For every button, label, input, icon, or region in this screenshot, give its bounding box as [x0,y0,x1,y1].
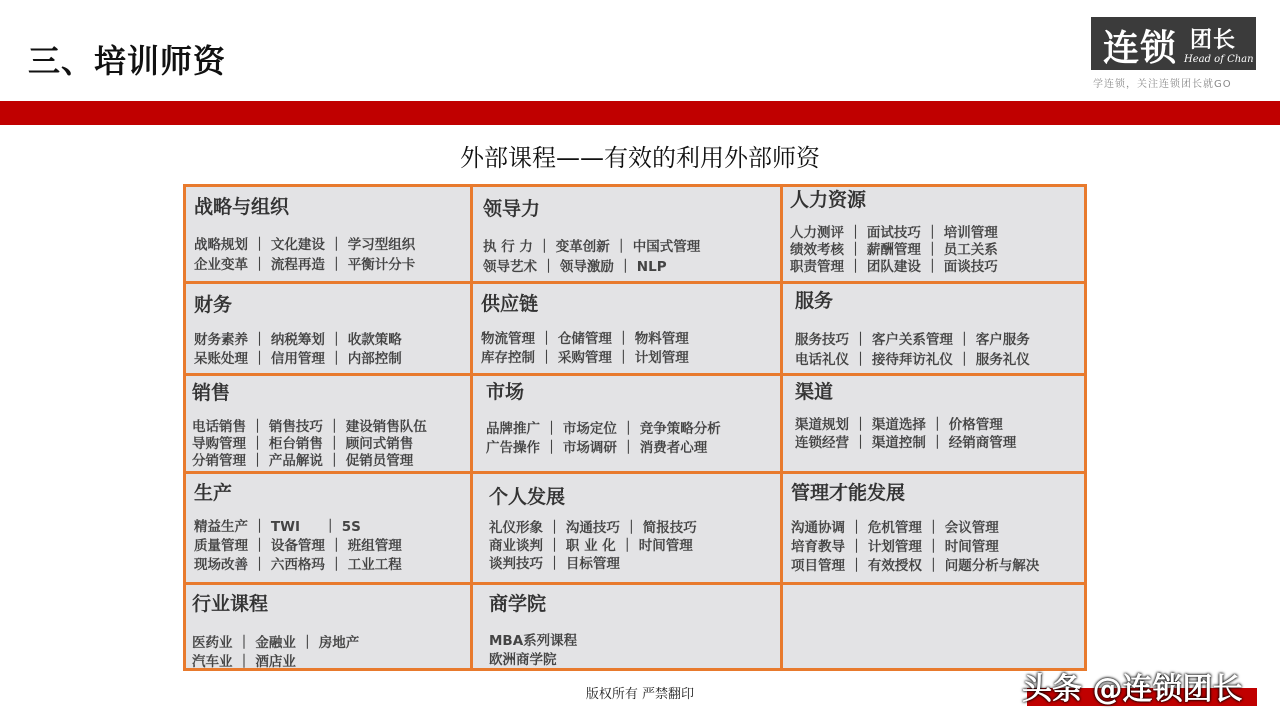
logo-main-text: 连锁 [1103,28,1178,69]
course-line: 培育教导 ｜ 计划管理 ｜ 时间管理 [791,539,999,555]
course-category-hr [783,187,1084,281]
course-line: 沟通协调 ｜ 危机管理 ｜ 会议管理 [791,520,999,536]
course-category-marketing [473,376,780,471]
course-line: 服务技巧 ｜ 客户关系管理 ｜ 客户服务 [795,332,1030,348]
logo-script-text: Head of Chan [1184,54,1254,65]
category-title: 渠道 [795,381,834,403]
header-red-band [0,101,1280,125]
watermark: 头条 @连锁团长 [1022,672,1243,707]
course-line: 现场改善 ｜ 六西格玛 ｜ 工业工程 [194,557,402,573]
course-line: 执 行 力 ｜ 变革创新 ｜ 中国式管理 [483,239,701,255]
course-category-supply-chain [473,284,780,373]
course-category-strategy [186,187,470,281]
course-line: 电话礼仪 ｜ 接待拜访礼仪 ｜ 服务礼仪 [795,352,1030,368]
course-category-business-school [473,585,780,668]
course-line: 谈判技巧 ｜ 目标管理 [489,556,620,572]
course-category-finance [186,284,470,373]
slide-subtitle: 外部课程——有效的利用外部师资 [460,144,820,172]
course-category-production [186,474,470,582]
course-line: 分销管理 ｜ 产品解说 ｜ 促销员管理 [192,453,414,469]
course-grid [183,184,1087,671]
category-title: 销售 [192,382,231,404]
course-line: 领导艺术 ｜ 领导激励 ｜ NLP [483,259,667,275]
course-line: 商业谈判 ｜ 职 业 化 ｜ 时间管理 [489,538,693,554]
category-title: 供应链 [481,293,539,315]
course-line: 职责管理 ｜ 团队建设 ｜ 面谈技巧 [790,259,998,275]
category-title: 人力资源 [790,189,867,211]
course-line: 礼仪形象 ｜ 沟通技巧 ｜ 简报技巧 [489,520,697,536]
course-line: 精益生产 ｜ TWI ｜ 5S [194,519,361,535]
course-line: 战略规划 ｜ 文化建设 ｜ 学习型组织 [194,237,416,253]
category-title: 生产 [194,482,233,504]
course-line: 质量管理 ｜ 设备管理 ｜ 班组管理 [194,538,402,554]
logo-tagline: 学连锁，关注连锁团长就GO [1093,79,1232,90]
category-title: 市场 [486,381,525,403]
course-line: 汽车业 ｜ 酒店业 [192,654,296,670]
course-line: 项目管理 ｜ 有效授权 ｜ 问题分析与解决 [791,558,1040,574]
course-category-personal-development [473,474,780,582]
course-line: 连锁经营 ｜ 渠道控制 ｜ 经销商管理 [795,435,1017,451]
category-title: 管理才能发展 [791,482,906,504]
course-line: 导购管理 ｜ 柜台销售 ｜ 顾问式销售 [192,436,414,452]
course-line: MBA系列课程 [489,633,578,649]
course-line: 企业变革 ｜ 流程再造 ｜ 平衡计分卡 [194,257,416,273]
category-title: 服务 [795,290,834,312]
course-line: 医药业 ｜ 金融业 ｜ 房地产 [192,635,360,651]
course-category-sales [186,376,470,471]
course-line: 广告操作 ｜ 市场调研 ｜ 消费者心理 [486,440,708,456]
category-title: 行业课程 [192,593,269,615]
page-title: 三、培训师资 [28,42,227,80]
course-line: 物流管理 ｜ 仓储管理 ｜ 物料管理 [481,331,689,347]
category-title: 个人发展 [489,486,566,508]
course-line: 财务素养 ｜ 纳税筹划 ｜ 收款策略 [194,332,402,348]
category-title: 财务 [194,294,233,316]
brand-logo [1091,17,1256,70]
course-line: 电话销售 ｜ 销售技巧 ｜ 建设销售队伍 [192,419,427,435]
course-line: 呆账处理 ｜ 信用管理 ｜ 内部控制 [194,351,402,367]
course-line: 欧洲商学院 [489,652,557,668]
copyright-footer: 版权所有 严禁翻印 [585,687,695,702]
course-line: 人力测评 ｜ 面试技巧 ｜ 培训管理 [790,225,998,241]
category-title: 战略与组织 [194,196,290,218]
category-title: 领导力 [483,198,541,220]
course-category-service [783,284,1084,373]
course-line: 品牌推广 ｜ 市场定位 ｜ 竞争策略分析 [486,421,721,437]
course-line: 库存控制 ｜ 采购管理 ｜ 计划管理 [481,350,689,366]
course-category-industry [186,585,470,668]
category-title: 商学院 [489,593,547,615]
course-category-leadership [473,187,780,281]
course-line: 渠道规划 ｜ 渠道选择 ｜ 价格管理 [795,417,1003,433]
course-category-empty [783,585,1084,668]
course-category-management [783,474,1084,582]
logo-small-text: 团长 [1190,28,1237,53]
course-category-channel [783,376,1084,471]
course-line: 绩效考核 ｜ 薪酬管理 ｜ 员工关系 [790,242,998,258]
